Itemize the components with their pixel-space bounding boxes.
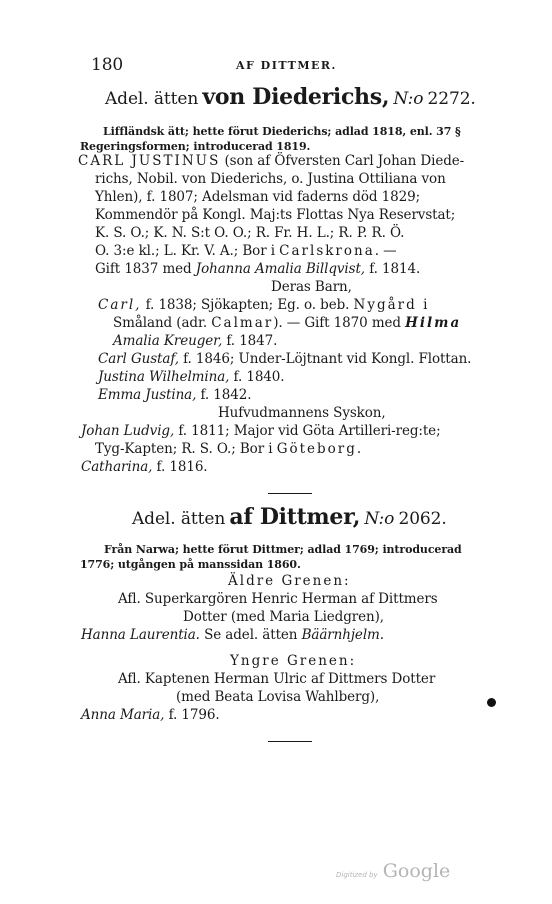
- intro2-line-1: Från Narwa; hette förut Dittmer; adlad 1769; introducerad: [104, 543, 462, 556]
- head-parentage: (son af Öfversten Carl Johan Diede-: [220, 153, 465, 169]
- ink-blot: [487, 698, 496, 707]
- sibling-johan-details-2: Tyg-Kapten; R. S. O.; Bor i: [95, 441, 273, 457]
- body-line-3: Kommendör på Kongl. Maj:ts Flottas Nya Reservstat;: [95, 207, 456, 223]
- child-justina-name: Justina Wilhelmina,: [98, 369, 230, 385]
- spouse-hilma: Hilma: [405, 315, 462, 331]
- child-emma-name: Emma Justina,: [98, 387, 197, 403]
- city-carlskrona: Carlskrona: [279, 243, 375, 259]
- siblings-heading: Hufvudmannens Syskon,: [218, 405, 386, 421]
- anna-name: Anna Maria,: [81, 707, 165, 723]
- child-carl-address: Småland (adr.: [113, 315, 208, 331]
- title-prefix: Adel. ätten: [105, 89, 199, 109]
- elder-line-2: Dotter (med Maria Liedgren),: [183, 609, 384, 625]
- intro2-line-2: 1776; utgången på manssidan 1860.: [80, 558, 301, 571]
- title2-number-label: N:o: [364, 509, 395, 529]
- elder-branch-heading: Äldre Grenen:: [228, 573, 351, 589]
- body-line-4: K. S. O.; K. N. S:t O. O.; R. Fr. H. L.; R. P. R. Ö.: [95, 225, 405, 241]
- section-divider-1: [268, 493, 312, 494]
- sibling-johan-details: f. 1811; Major vid Göta Artilleri-reg:te;: [174, 423, 441, 439]
- title-family-name: von Diederichs,: [202, 84, 390, 110]
- sibling-johan-line-1: [81, 422, 441, 440]
- child-carl-line-3: [113, 332, 277, 350]
- city-calmar: Calmar: [211, 315, 274, 331]
- hanna-name: Hanna Laurentia.: [81, 627, 200, 643]
- wife-birth: f. 1814.: [365, 261, 421, 277]
- intro-line-2: Regeringsformen; introducerad 1819.: [80, 140, 311, 153]
- younger-line-2: (med Beata Lovisa Wahlberg),: [176, 689, 380, 705]
- city-tail: . —: [374, 243, 397, 259]
- spouse-birth: f. 1847.: [222, 333, 278, 349]
- family-baarnhjelm: Bäärnhjelm.: [301, 627, 384, 643]
- wife-name: Johanna Amalia Billqvist,: [195, 261, 365, 277]
- body-line-1: richs, Nobil. von Diederichs, o. Justina Ottiliana von: [95, 171, 446, 187]
- sibling-catharina-birth: f. 1816.: [152, 459, 208, 475]
- marriage-prefix: Gift 1837 med: [95, 261, 196, 277]
- child-emma: [98, 386, 251, 404]
- marriage-line: [95, 260, 420, 278]
- anna-birth: f. 1796.: [164, 707, 220, 723]
- sibling-johan-name: Johan Ludvig,: [81, 423, 175, 439]
- title-number: 2272.: [427, 89, 476, 109]
- child-carl-marriage: ). — Gift 1870 med: [273, 315, 401, 331]
- title2-number: 2062.: [398, 509, 447, 529]
- estate-nygard: Nygård i: [353, 297, 430, 313]
- body-line-5-text: O. 3:e kl.; L. Kr. V. A.; Bor i: [95, 243, 275, 259]
- section-divider-2: [268, 741, 312, 742]
- child-carl-line-2: [113, 314, 461, 332]
- title2-prefix: Adel. ätten: [132, 509, 226, 529]
- watermark-brand: Google: [382, 860, 451, 882]
- body-line-5: [95, 242, 397, 260]
- intro-line-1: Liffländsk ätt; hette förut Diederichs; adlad 1818, enl. 37 §: [103, 125, 461, 138]
- child-carl-gustaf-details: f. 1846; Under-Löjtnant vid Kongl. Flottan.: [178, 351, 472, 367]
- digitization-watermark: [336, 860, 450, 882]
- sibling-catharina: [81, 458, 208, 476]
- younger-line-1: Afl. Kaptenen Herman Ulric af Dittmers Dotter: [118, 671, 436, 687]
- child-carl-line-1: [98, 296, 429, 314]
- younger-anna: [81, 706, 220, 724]
- younger-branch-heading: Yngre Grenen:: [230, 653, 357, 669]
- elder-hanna: [81, 626, 384, 644]
- children-heading: Deras Barn,: [271, 279, 352, 295]
- sibling-johan-line-2: Tyg-Kapten; R. S. O.; Bor i Göteborg.: [95, 441, 362, 457]
- head-name: CARL JUSTINUS: [78, 153, 221, 169]
- child-justina: [98, 368, 284, 386]
- hanna-reference: Se adel. ätten: [199, 627, 298, 643]
- running-title: AF DITTMER.: [236, 59, 337, 72]
- title2-family-name: af Dittmer,: [229, 504, 361, 530]
- spouse-name: Amalia Kreuger,: [113, 333, 223, 349]
- body-line-2: Yhlen), f. 1807; Adelsman vid faderns död 1829;: [95, 189, 421, 205]
- sibling-catharina-name: Catharina,: [81, 459, 153, 475]
- child-carl-details: f. 1838; Sjökapten; Eg. o. beb.: [141, 297, 350, 313]
- elder-line-1: Afl. Superkargören Henric Herman af Dittmers: [118, 591, 438, 607]
- child-carl-name: Carl,: [98, 297, 142, 313]
- city-goteborg: Göteborg: [276, 441, 357, 457]
- title-number-label: N:o: [393, 89, 424, 109]
- child-carl-gustaf-name: Carl Gustaf,: [98, 351, 179, 367]
- child-emma-birth: f. 1842.: [196, 387, 252, 403]
- child-carl-gustaf: [98, 350, 471, 368]
- page-number: 180: [91, 55, 124, 75]
- child-justina-birth: f. 1840.: [229, 369, 285, 385]
- section-title-von-diederichs: [105, 84, 476, 113]
- section-title-af-dittmer: [132, 504, 447, 533]
- head-of-family-line: [78, 152, 464, 170]
- watermark-prefix: Digitized by: [336, 871, 378, 879]
